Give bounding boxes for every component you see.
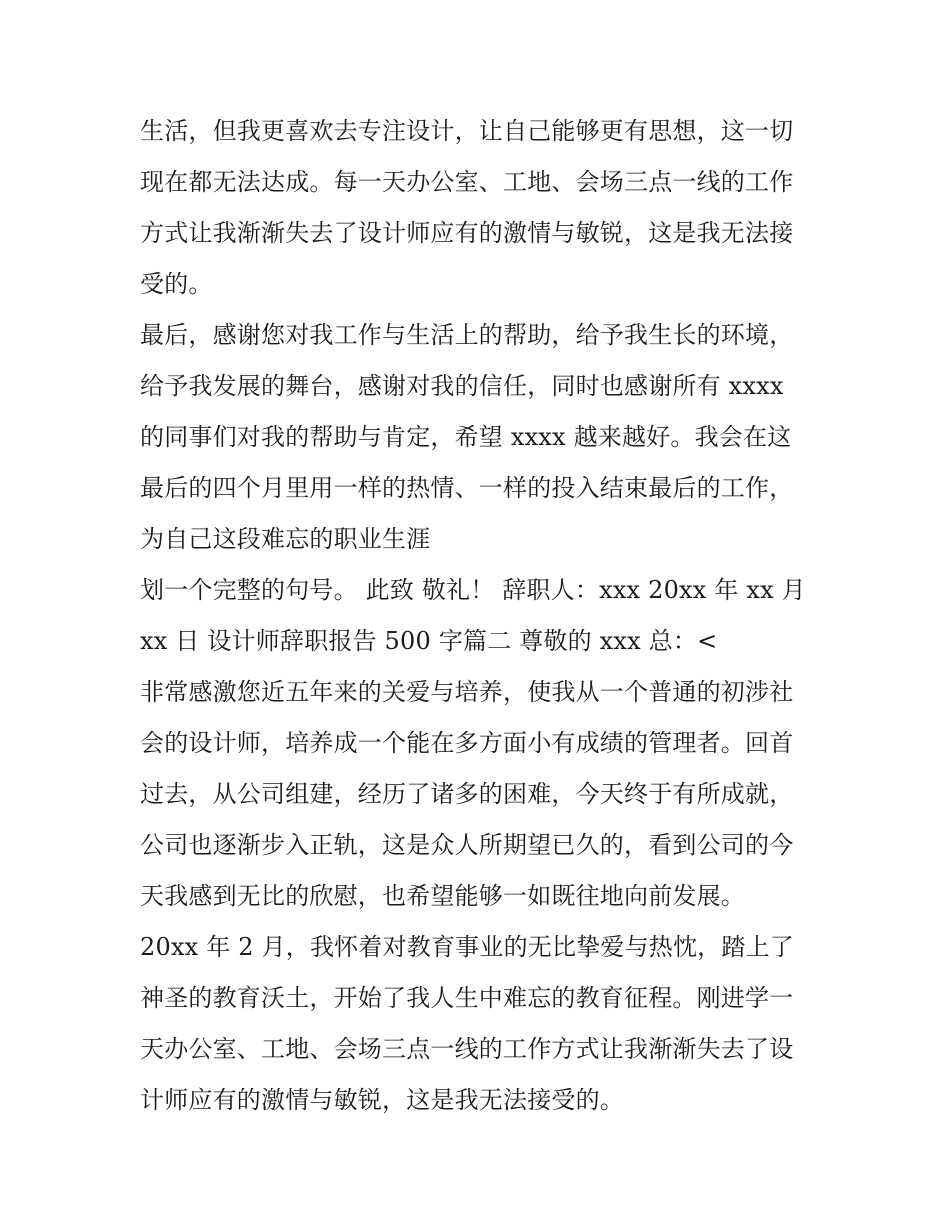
- text-line: 的同事们对我的帮助与肯定，希望 xxxx 越来越好。我会在这: [140, 423, 792, 451]
- text-line: 神圣的教育沃土，开始了我人生中难忘的教育征程。刚进学一: [140, 984, 794, 1012]
- body-text: [140, 106, 820, 1126]
- text-line: 20xx 年 2 月，我怀着对教育事业的无比挚爱与热忱，踏上了: [140, 933, 794, 961]
- text-line: 天我感到无比的欣慰，也希望能够一如既往地向前发展。: [140, 882, 745, 910]
- text-line: 非常感激您近五年来的关爱与培养，使我从一个普通的初涉社: [140, 678, 794, 706]
- text-line: 方式让我渐渐失去了设计师应有的激情与敏锐，这是我无法接: [140, 219, 794, 247]
- text-line: xx 日 设计师辞职报告 500 字篇二 尊敬的 xxx 总：<: [140, 627, 718, 655]
- text-line: 现在都无法达成。每一天办公室、工地、会场三点一线的工作: [140, 168, 794, 196]
- text-line: 给予我发展的舞台，感谢对我的信任，同时也感谢所有 xxxx: [140, 372, 784, 400]
- text-line: 最后的四个月里用一样的热情、一样的投入结束最后的工作，: [140, 474, 794, 502]
- text-line: 为自己这段难忘的职业生涯: [140, 525, 431, 553]
- text-line: 天办公室、工地、会场三点一线的工作方式让我渐渐失去了设: [140, 1035, 794, 1063]
- text-line: 划一个完整的句号。 此致 敬礼！ 辞职人：xxx 20xx 年 xx 月: [140, 576, 806, 604]
- text-line: 受的。: [140, 270, 213, 298]
- text-line: 计师应有的激情与敏锐，这是我无法接受的。: [140, 1086, 624, 1114]
- text-line: 生活，但我更喜欢去专注设计，让自己能够更有思想，这一切: [140, 117, 794, 145]
- text-line: 公司也逐渐步入正轨，这是众人所期望已久的，看到公司的今: [140, 831, 794, 859]
- text-line: 会的设计师，培养成一个能在多方面小有成绩的管理者。回首: [140, 729, 794, 757]
- text-line: 过去，从公司组建，经历了诸多的困难，今天终于有所成就，: [140, 780, 794, 808]
- text-line: 最后，感谢您对我工作与生活上的帮助，给予我生长的环境，: [140, 321, 794, 349]
